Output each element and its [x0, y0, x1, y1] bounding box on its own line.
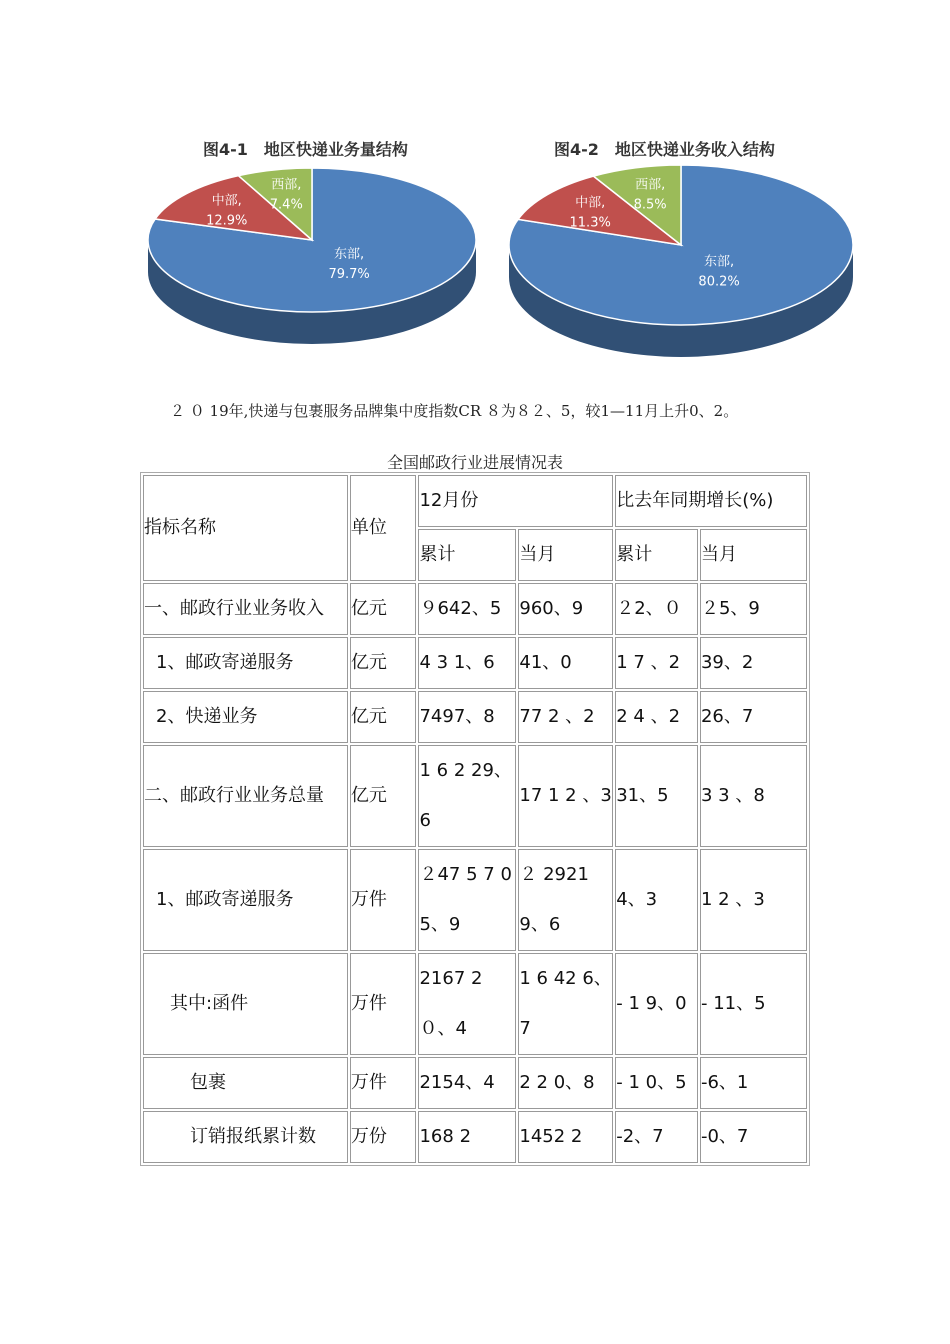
row-unit: 亿元 [350, 691, 417, 743]
row-cum: 7497、8 [418, 691, 516, 743]
header-unit: 单位 [350, 475, 417, 581]
row-name: 一、邮政行业业务收入 [143, 583, 348, 635]
pie-label-name-1: 中部, [211, 193, 242, 209]
row-growth-cum: -2、7 [615, 1111, 698, 1163]
row-growth-cur: 1 2 、3 [700, 849, 807, 951]
pie-chart-revenue [500, 160, 860, 385]
row-name: 1、邮政寄递服务 [143, 849, 348, 951]
progress-table [140, 472, 810, 1166]
row-cum: 2154、4 [418, 1057, 516, 1109]
row-cur: 1452 2 [518, 1111, 613, 1163]
row-cur: 1 6 42 6、7 [518, 953, 613, 1055]
chart2-title: 图4-2 地区快递业务收入结构 [554, 140, 775, 159]
row-growth-cur: ２5、9 [700, 583, 807, 635]
pie-label-value-2: 7.4% [269, 197, 303, 213]
row-growth-cum: 1 7 、2 [615, 637, 698, 689]
row-growth-cum: 2 4 、2 [615, 691, 698, 743]
row-cum: 1 6 2 29、6 [418, 745, 516, 847]
pie-chart-volume [140, 160, 480, 385]
row-growth-cum: - 1 9、0 [615, 953, 698, 1055]
row-name: 二、邮政行业业务总量 [143, 745, 348, 847]
row-growth-cur: -0、7 [700, 1111, 807, 1163]
row-cum: ９642、5 [418, 583, 516, 635]
paragraph-text: ２ ０ 19年,快递与包裹服务品牌集中度指数CR ８为８２、5，较1—11月上升0、2。 [170, 402, 739, 420]
table-caption: 全国邮政行业进展情况表 [386, 453, 563, 472]
row-name: 2、快递业务 [143, 691, 348, 743]
row-name: 其中:函件 [143, 953, 348, 1055]
pie-label-name-1: 中部, [575, 195, 606, 211]
header-growth-cumulative: 累计 [615, 529, 698, 581]
row-cur: 77 2 、2 [518, 691, 613, 743]
row-cur: 41、0 [518, 637, 613, 689]
paragraph [142, 398, 802, 424]
row-growth-cum: ２2、０ [615, 583, 698, 635]
row-unit: 万件 [350, 953, 417, 1055]
header-name: 指标名称 [143, 475, 348, 581]
pie-label-name-0: 东部, [704, 254, 735, 270]
row-cur: 17 1 2 、3 [518, 745, 613, 847]
row-growth-cur: - 11、5 [700, 953, 807, 1055]
pie-label-name-0: 东部, [334, 246, 365, 262]
row-growth-cur: 3 3 、8 [700, 745, 807, 847]
row-growth-cum: 4、3 [615, 849, 698, 951]
row-name: 订销报纸累计数 [143, 1111, 348, 1163]
pie-label-value-2: 8.5% [633, 197, 667, 213]
row-unit: 亿元 [350, 637, 417, 689]
header-growth-current: 当月 [700, 529, 807, 581]
header-growth-group: 比去年同期增长(%) [615, 475, 807, 527]
header-cumulative: 累计 [418, 529, 516, 581]
header-month-group: 12月份 [418, 475, 613, 527]
row-cum: 4 3 1、6 [418, 637, 516, 689]
row-cur: ２ 29219、6 [518, 849, 613, 951]
row-unit: 亿元 [350, 583, 417, 635]
row-name: 包裹 [143, 1057, 348, 1109]
row-cur: 960、9 [518, 583, 613, 635]
header-current: 当月 [518, 529, 613, 581]
row-unit: 万份 [350, 1111, 417, 1163]
chart1-title: 图4-1 地区快递业务量结构 [203, 140, 408, 159]
row-growth-cur: 26、7 [700, 691, 807, 743]
row-cur: 2 2 0、8 [518, 1057, 613, 1109]
row-cum: ２47 5 7 05、9 [418, 849, 516, 951]
row-name: 1、邮政寄递服务 [143, 637, 348, 689]
pie-label-value-0: 79.7% [328, 266, 370, 282]
row-unit: 万件 [350, 849, 417, 951]
pie-label-value-1: 12.9% [206, 213, 248, 229]
pie-label-value-1: 11.3% [569, 215, 611, 231]
pie-label-value-0: 80.2% [698, 274, 740, 290]
row-growth-cur: 39、2 [700, 637, 807, 689]
pie-label-name-2: 西部, [271, 177, 302, 193]
row-unit: 万件 [350, 1057, 417, 1109]
row-unit: 亿元 [350, 745, 417, 847]
row-growth-cur: -6、1 [700, 1057, 807, 1109]
row-cum: 2167 2 ０、4 [418, 953, 516, 1055]
row-growth-cum: - 1 0、5 [615, 1057, 698, 1109]
row-growth-cum: 31、5 [615, 745, 698, 847]
pie-label-name-2: 西部, [635, 177, 666, 193]
row-cum: 168 2 [418, 1111, 516, 1163]
